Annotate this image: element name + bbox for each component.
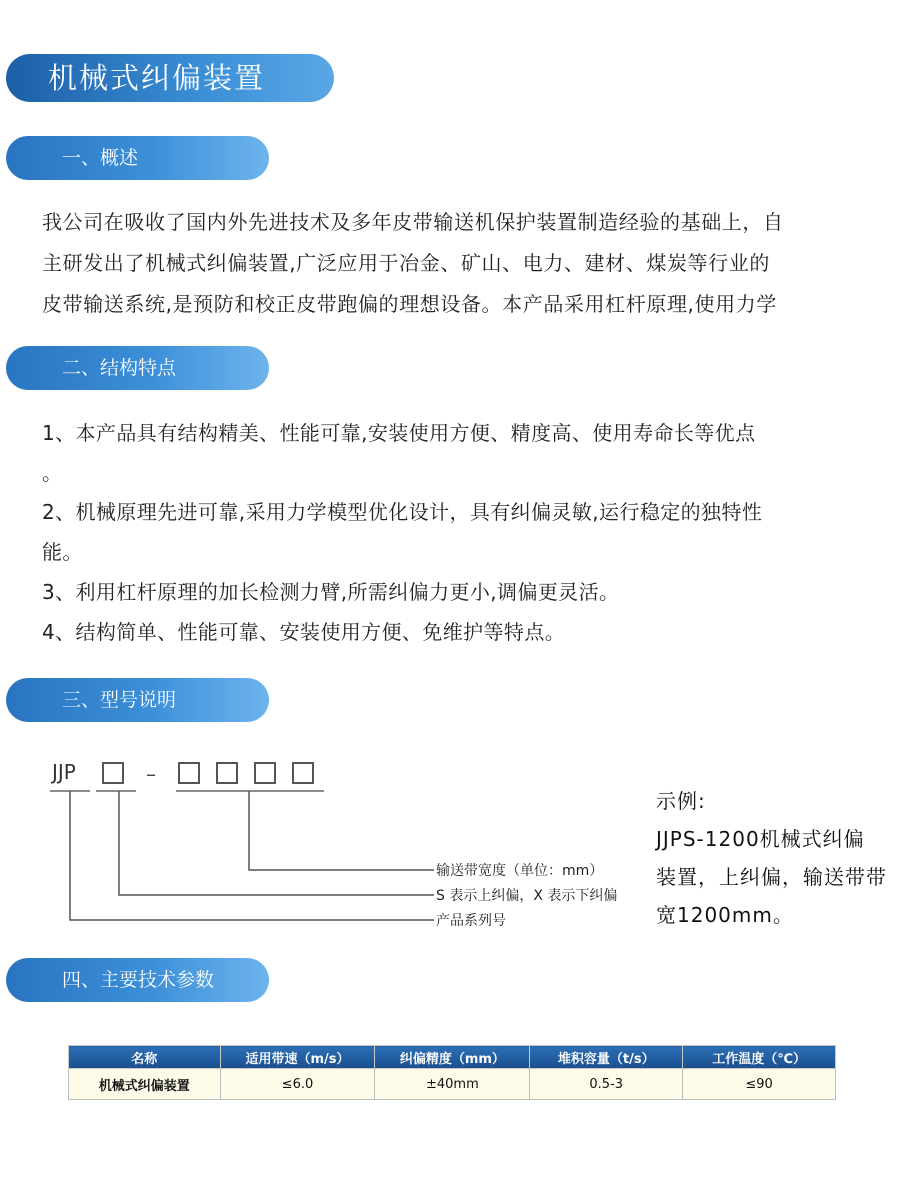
model-example [656, 782, 918, 934]
feature-item: 能。 [42, 540, 83, 564]
code-box-width-2 [216, 762, 238, 784]
feature-item: 1、本产品具有结构精美、性能可靠,安装使用方便、精度高、使用寿命长等优点 [42, 421, 756, 445]
overview-line-2: 主研发出了机械式纠偏装置,广泛应用于冶金、矿山、电力、建材、煤炭等行业的 [42, 251, 770, 275]
table-header-row [69, 1046, 836, 1069]
overview-line-1: 我公司在吸收了国内外先进技术及多年皮带输送机保护装置制造经验的基础上，自 [42, 210, 784, 234]
page-title: 机械式纠偏装置 [6, 54, 334, 102]
feature-item: 2、机械原理先进可靠,采用力学模型优化设计，具有纠偏灵敏,运行稳定的独特性 [42, 500, 763, 524]
column-header: 工作温度（℃） [683, 1046, 836, 1069]
params-table [68, 1045, 836, 1100]
column-header: 纠偏精度（mm） [375, 1046, 530, 1069]
section-heading-features: 二、结构特点 [6, 346, 269, 390]
model-dash: – [146, 762, 156, 786]
code-box-width-3 [254, 762, 276, 784]
table-cell: ±40mm [375, 1069, 530, 1100]
section-heading-overview: 一、概述 [6, 136, 269, 180]
section-heading-model: 三、型号说明 [6, 678, 269, 722]
table-cell: ≤90 [683, 1069, 836, 1100]
example-line: 宽1200mm。 [656, 903, 794, 927]
column-header: 名称 [69, 1046, 221, 1069]
model-prefix: JJP [52, 760, 76, 784]
code-box-width-1 [178, 762, 200, 784]
feature-item: 4、结构简单、性能可靠、安装使用方便、免维护等特点。 [42, 620, 566, 644]
table-cell: 0.5-3 [530, 1069, 683, 1100]
feature-item: 。 [42, 461, 63, 485]
column-header: 适用带速（m/s） [220, 1046, 375, 1069]
label-direction: S 表示上纠偏，X 表示下纠偏 [436, 888, 618, 904]
table-row [69, 1069, 836, 1100]
overview-line-3: 皮带输送系统,是预防和校正皮带跑偏的理想设备。本产品采用杠杆原理,使用力学 [42, 292, 777, 316]
table-cell: 机械式纠偏装置 [69, 1069, 221, 1100]
model-code-diagram [24, 750, 644, 950]
code-box-width-4 [292, 762, 314, 784]
example-line: 装置，上纠偏，输送带带 [656, 865, 887, 889]
example-line: JJPS-1200机械式纠偏 [656, 827, 865, 851]
label-series: 产品系列号 [436, 913, 506, 929]
code-box-direction [102, 762, 124, 784]
label-belt-width: 输送带宽度（单位：mm） [436, 863, 604, 879]
section-heading-params: 四、主要技术参数 [6, 958, 269, 1002]
table-cell: ≤6.0 [220, 1069, 375, 1100]
column-header: 堆积容量（t/s） [530, 1046, 683, 1069]
example-line: 示例: [656, 789, 706, 813]
feature-item: 3、利用杠杆原理的加长检测力臂,所需纠偏力更小,调偏更灵活。 [42, 580, 620, 604]
